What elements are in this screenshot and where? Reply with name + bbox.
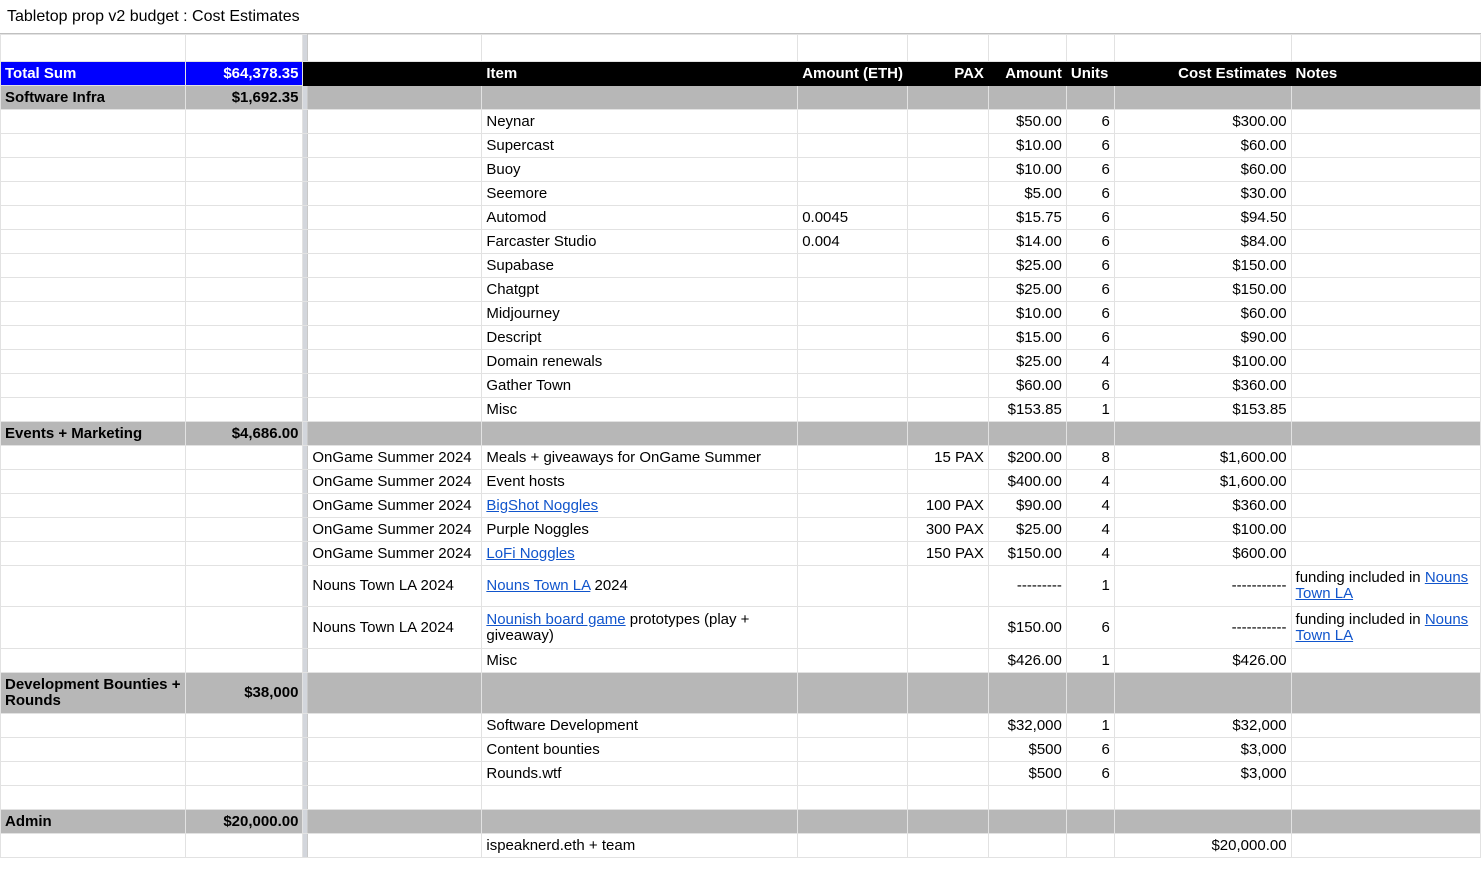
units-cell[interactable]: 6 (1066, 762, 1114, 786)
event-cell[interactable] (308, 350, 482, 374)
notes-cell[interactable] (1291, 206, 1480, 230)
amount-eth-cell[interactable] (798, 542, 908, 566)
amount-eth-cell[interactable] (798, 566, 908, 607)
item-cell[interactable]: Rounds.wtf (482, 762, 798, 786)
amount-cell[interactable]: $10.00 (988, 302, 1066, 326)
note-link[interactable]: Nouns Town LA (1295, 569, 1469, 602)
header-amount[interactable]: Amount (988, 62, 1066, 86)
item-cell[interactable] (482, 542, 798, 566)
item-cell[interactable]: Software Development (482, 714, 798, 738)
total-sum-value[interactable]: $64,378.35 (185, 62, 303, 86)
event-cell[interactable] (308, 786, 482, 810)
cost-estimate-cell[interactable] (1114, 786, 1291, 810)
units-cell[interactable]: 1 (1066, 398, 1114, 422)
amount-eth-cell[interactable] (798, 278, 908, 302)
event-cell[interactable] (308, 762, 482, 786)
event-cell[interactable]: OnGame Summer 2024 (308, 518, 482, 542)
amount-cell[interactable]: $32,000 (988, 714, 1066, 738)
item-cell[interactable] (482, 786, 798, 810)
section-name[interactable]: Development Bounties + Rounds (1, 673, 186, 714)
item-cell[interactable]: Event hosts (482, 470, 798, 494)
amount-cell[interactable]: $5.00 (988, 182, 1066, 206)
header-notes[interactable]: Notes (1291, 62, 1480, 86)
table-row (1, 110, 1481, 134)
item-cell[interactable]: Automod (482, 206, 798, 230)
table-row (1, 762, 1481, 786)
notes-cell[interactable] (1291, 134, 1480, 158)
amount-cell[interactable]: --------- (988, 566, 1066, 607)
amount-cell[interactable]: $153.85 (988, 398, 1066, 422)
amount-cell[interactable]: $25.00 (988, 518, 1066, 542)
amount-cell[interactable]: $500 (988, 738, 1066, 762)
amount-eth-cell[interactable] (798, 834, 908, 858)
table-row (1, 302, 1481, 326)
table-row (1, 834, 1481, 858)
item-link[interactable]: Nounish board game (486, 610, 626, 628)
notes-cell[interactable] (1291, 762, 1480, 786)
cost-estimate-cell[interactable]: $100.00 (1114, 350, 1291, 374)
pax-cell[interactable] (908, 834, 989, 858)
cost-estimate-cell[interactable]: $20,000.00 (1114, 834, 1291, 858)
units-cell[interactable]: 6 (1066, 278, 1114, 302)
event-cell[interactable] (308, 134, 482, 158)
blank-row (1, 35, 1481, 62)
pax-cell[interactable] (908, 786, 989, 810)
item-cell[interactable]: Supabase (482, 254, 798, 278)
amount-cell[interactable] (988, 834, 1066, 858)
notes-cell[interactable] (1291, 494, 1480, 518)
amount-cell[interactable]: $50.00 (988, 110, 1066, 134)
cost-estimate-cell[interactable]: $3,000 (1114, 738, 1291, 762)
units-cell[interactable]: 6 (1066, 230, 1114, 254)
amount-eth-cell[interactable] (798, 738, 908, 762)
notes-cell[interactable] (1291, 374, 1480, 398)
pax-cell[interactable] (908, 374, 989, 398)
units-cell[interactable]: 1 (1066, 649, 1114, 673)
item-text: prototypes (play + giveaway) (486, 610, 750, 644)
table-row (1, 607, 1481, 649)
notes-cell[interactable] (1291, 518, 1480, 542)
event-cell[interactable]: Nouns Town LA 2024 (308, 607, 482, 649)
notes-cell[interactable] (1291, 278, 1480, 302)
cost-estimate-cell[interactable]: $150.00 (1114, 278, 1291, 302)
cost-estimate-cell[interactable]: $150.00 (1114, 254, 1291, 278)
amount-eth-cell[interactable] (798, 786, 908, 810)
note-text: funding included in (1295, 610, 1425, 628)
event-cell[interactable] (308, 158, 482, 182)
pax-cell[interactable] (908, 230, 989, 254)
cost-estimate-cell[interactable]: $32,000 (1114, 714, 1291, 738)
pax-cell[interactable]: 100 PAX (908, 494, 989, 518)
amount-eth-cell[interactable]: 0.0045 (798, 206, 908, 230)
item-cell[interactable]: Chatgpt (482, 278, 798, 302)
units-cell[interactable]: 4 (1066, 470, 1114, 494)
event-cell[interactable] (308, 326, 482, 350)
units-cell[interactable]: 6 (1066, 738, 1114, 762)
amount-cell[interactable]: $15.00 (988, 326, 1066, 350)
table-row (1, 158, 1481, 182)
event-cell[interactable]: OnGame Summer 2024 (308, 542, 482, 566)
amount-cell[interactable]: $25.00 (988, 278, 1066, 302)
units-cell[interactable]: 4 (1066, 542, 1114, 566)
amount-eth-cell[interactable] (798, 326, 908, 350)
event-cell[interactable] (308, 398, 482, 422)
cost-estimate-cell[interactable]: $30.00 (1114, 182, 1291, 206)
notes-cell[interactable] (1291, 470, 1480, 494)
header-pax[interactable]: PAX (908, 62, 989, 86)
amount-eth-cell[interactable] (798, 607, 908, 649)
pax-cell[interactable] (908, 326, 989, 350)
item-cell[interactable] (482, 566, 798, 607)
item-cell[interactable]: Farcaster Studio (482, 230, 798, 254)
pax-cell[interactable] (908, 738, 989, 762)
note-text: funding included in (1295, 569, 1425, 586)
units-cell[interactable]: 6 (1066, 110, 1114, 134)
amount-cell[interactable]: $200.00 (988, 446, 1066, 470)
cost-estimate-cell[interactable]: $360.00 (1114, 374, 1291, 398)
amount-eth-cell[interactable] (798, 398, 908, 422)
table-row (1, 230, 1481, 254)
amount-eth-cell[interactable] (798, 182, 908, 206)
pax-cell[interactable] (908, 470, 989, 494)
header-item[interactable]: Item (482, 62, 798, 86)
amount-eth-cell[interactable] (798, 518, 908, 542)
item-cell[interactable]: Supercast (482, 134, 798, 158)
item-cell[interactable]: Content bounties (482, 738, 798, 762)
header-amount-eth[interactable]: Amount (ETH) (798, 62, 908, 86)
section-total[interactable]: $4,686.00 (185, 422, 303, 446)
units-cell[interactable] (1066, 834, 1114, 858)
amount-cell[interactable]: $60.00 (988, 374, 1066, 398)
item-cell[interactable]: Meals + giveaways for OnGame Summer (482, 446, 798, 470)
pax-cell[interactable]: 300 PAX (908, 518, 989, 542)
amount-eth-cell[interactable] (798, 446, 908, 470)
notes-cell[interactable] (1291, 398, 1480, 422)
pax-cell[interactable] (908, 714, 989, 738)
notes-cell[interactable] (1291, 110, 1480, 134)
notes-cell[interactable] (1291, 158, 1480, 182)
amount-cell[interactable]: $25.00 (988, 254, 1066, 278)
table-row (1, 134, 1481, 158)
cost-estimate-cell[interactable]: $60.00 (1114, 158, 1291, 182)
budget-sheet (0, 34, 1481, 858)
amount-eth-cell[interactable] (798, 350, 908, 374)
units-cell[interactable]: 4 (1066, 494, 1114, 518)
event-cell[interactable] (308, 278, 482, 302)
table-row (1, 518, 1481, 542)
cost-estimate-cell[interactable]: $60.00 (1114, 134, 1291, 158)
amount-cell[interactable]: $150.00 (988, 542, 1066, 566)
item-link[interactable]: LoFi Noggles (486, 544, 575, 562)
notes-cell[interactable] (1291, 566, 1480, 607)
item-text: 2024 (590, 577, 628, 594)
total-sum-label[interactable]: Total Sum (1, 62, 186, 86)
pax-cell[interactable] (908, 278, 989, 302)
cost-estimate-cell[interactable]: $1,600.00 (1114, 470, 1291, 494)
event-cell[interactable]: OnGame Summer 2024 (308, 446, 482, 470)
units-cell[interactable] (1066, 786, 1114, 810)
amount-cell[interactable]: $500 (988, 762, 1066, 786)
item-cell[interactable]: Purple Noggles (482, 518, 798, 542)
event-cell[interactable] (308, 182, 482, 206)
table-row (1, 206, 1481, 230)
event-cell[interactable] (308, 834, 482, 858)
notes-cell[interactable] (1291, 230, 1480, 254)
table-row (1, 470, 1481, 494)
event-cell[interactable] (308, 302, 482, 326)
cost-estimate-cell[interactable]: $426.00 (1114, 649, 1291, 673)
units-cell[interactable]: 4 (1066, 518, 1114, 542)
cost-estimate-cell[interactable]: ----------- (1114, 607, 1291, 649)
event-cell[interactable]: Nouns Town LA 2024 (308, 566, 482, 607)
pax-cell[interactable] (908, 350, 989, 374)
pax-cell[interactable] (908, 206, 989, 230)
notes-cell[interactable] (1291, 254, 1480, 278)
amount-eth-cell[interactable] (798, 714, 908, 738)
cost-estimate-cell[interactable]: $100.00 (1114, 518, 1291, 542)
notes-cell[interactable] (1291, 649, 1480, 673)
amount-cell[interactable]: $15.75 (988, 206, 1066, 230)
amount-eth-cell[interactable] (798, 649, 908, 673)
amount-eth-cell[interactable] (798, 470, 908, 494)
event-cell[interactable] (308, 230, 482, 254)
table-row (1, 649, 1481, 673)
section-row-events (1, 422, 1481, 446)
event-cell[interactable] (308, 254, 482, 278)
amount-cell[interactable]: $25.00 (988, 350, 1066, 374)
section-name[interactable]: Admin (1, 810, 186, 834)
table-row (1, 738, 1481, 762)
document-title: Tabletop prop v2 budget : Cost Estimates (0, 0, 1481, 34)
cost-estimate-cell[interactable]: $84.00 (1114, 230, 1291, 254)
table-row (1, 714, 1481, 738)
notes-cell[interactable] (1291, 542, 1480, 566)
item-cell[interactable]: Buoy (482, 158, 798, 182)
units-cell[interactable]: 6 (1066, 254, 1114, 278)
cost-estimate-cell[interactable]: $600.00 (1114, 542, 1291, 566)
amount-eth-cell[interactable] (798, 134, 908, 158)
pax-cell[interactable] (908, 302, 989, 326)
amount-cell[interactable]: $90.00 (988, 494, 1066, 518)
section-name[interactable]: Events + Marketing (1, 422, 186, 446)
amount-eth-cell[interactable] (798, 110, 908, 134)
notes-cell[interactable] (1291, 834, 1480, 858)
amount-eth-cell[interactable] (798, 762, 908, 786)
notes-cell[interactable] (1291, 326, 1480, 350)
table-row (1, 542, 1481, 566)
table-row (1, 398, 1481, 422)
cost-estimate-cell[interactable]: $153.85 (1114, 398, 1291, 422)
section-row-dev (1, 673, 1481, 714)
cost-estimate-cell[interactable]: $94.50 (1114, 206, 1291, 230)
pax-cell[interactable] (908, 398, 989, 422)
units-cell[interactable]: 8 (1066, 446, 1114, 470)
event-cell[interactable] (308, 110, 482, 134)
notes-cell[interactable] (1291, 786, 1480, 810)
item-cell[interactable]: Descript (482, 326, 798, 350)
cost-estimate-cell[interactable]: $360.00 (1114, 494, 1291, 518)
amount-cell[interactable]: $10.00 (988, 134, 1066, 158)
event-cell[interactable] (308, 206, 482, 230)
amount-eth-cell[interactable] (798, 494, 908, 518)
amount-eth-cell[interactable] (798, 254, 908, 278)
event-cell[interactable] (308, 374, 482, 398)
pax-cell[interactable] (908, 182, 989, 206)
units-cell[interactable]: 1 (1066, 714, 1114, 738)
notes-cell[interactable] (1291, 714, 1480, 738)
item-cell[interactable]: Seemore (482, 182, 798, 206)
amount-cell[interactable]: $150.00 (988, 607, 1066, 649)
item-cell[interactable]: Misc (482, 649, 798, 673)
amount-cell[interactable]: $10.00 (988, 158, 1066, 182)
item-cell[interactable]: Domain renewals (482, 350, 798, 374)
pax-cell[interactable] (908, 649, 989, 673)
event-cell[interactable]: OnGame Summer 2024 (308, 494, 482, 518)
pax-cell[interactable]: 15 PAX (908, 446, 989, 470)
pax-cell[interactable] (908, 762, 989, 786)
units-cell[interactable]: 6 (1066, 374, 1114, 398)
table-row (1, 326, 1481, 350)
notes-cell[interactable] (1291, 302, 1480, 326)
section-total[interactable]: $1,692.35 (185, 86, 303, 110)
item-cell[interactable]: Neynar (482, 110, 798, 134)
units-cell[interactable]: 6 (1066, 182, 1114, 206)
item-cell[interactable]: ispeaknerd.eth + team (482, 834, 798, 858)
table-row (1, 254, 1481, 278)
pax-cell[interactable]: 150 PAX (908, 542, 989, 566)
cost-estimate-cell[interactable]: $300.00 (1114, 110, 1291, 134)
units-cell[interactable]: 6 (1066, 302, 1114, 326)
table-row (1, 278, 1481, 302)
item-link[interactable]: Nouns Town LA (486, 577, 591, 594)
item-cell[interactable] (482, 494, 798, 518)
pax-cell[interactable] (908, 254, 989, 278)
cost-estimate-cell[interactable]: $3,000 (1114, 762, 1291, 786)
pax-cell[interactable] (908, 110, 989, 134)
notes-cell[interactable] (1291, 446, 1480, 470)
amount-eth-cell[interactable] (798, 302, 908, 326)
notes-cell[interactable] (1291, 182, 1480, 206)
item-cell[interactable]: Midjourney (482, 302, 798, 326)
pax-cell[interactable] (908, 607, 989, 649)
units-cell[interactable]: 1 (1066, 566, 1114, 607)
item-cell[interactable]: Misc (482, 398, 798, 422)
cost-estimate-cell[interactable]: $1,600.00 (1114, 446, 1291, 470)
amount-cell[interactable] (988, 786, 1066, 810)
table-row (1, 374, 1481, 398)
header-cost-estimates[interactable]: Cost Estimates (1114, 62, 1291, 86)
table-row (1, 786, 1481, 810)
event-cell[interactable] (308, 649, 482, 673)
event-cell[interactable] (308, 738, 482, 762)
notes-cell[interactable] (1291, 607, 1480, 649)
header-row (1, 62, 1481, 86)
pax-cell[interactable] (908, 134, 989, 158)
notes-cell[interactable] (1291, 350, 1480, 374)
item-cell[interactable]: Gather Town (482, 374, 798, 398)
amount-cell[interactable]: $400.00 (988, 470, 1066, 494)
table-row (1, 446, 1481, 470)
section-total[interactable]: $38,000 (185, 673, 303, 714)
table-row (1, 494, 1481, 518)
pax-cell[interactable] (908, 566, 989, 607)
header-units[interactable]: Units (1066, 62, 1114, 86)
note-link[interactable]: Nouns Town LA (1295, 610, 1469, 644)
table-row (1, 566, 1481, 607)
amount-cell[interactable]: $426.00 (988, 649, 1066, 673)
table-row (1, 350, 1481, 374)
section-row-software (1, 86, 1481, 110)
cost-estimate-cell[interactable]: $60.00 (1114, 302, 1291, 326)
pax-cell[interactable] (908, 158, 989, 182)
amount-eth-cell[interactable]: 0.004 (798, 230, 908, 254)
item-link[interactable]: BigShot Noggles (486, 496, 599, 514)
item-cell[interactable] (482, 607, 798, 649)
amount-eth-cell[interactable] (798, 158, 908, 182)
units-cell[interactable]: 6 (1066, 158, 1114, 182)
event-cell[interactable] (308, 714, 482, 738)
table-row (1, 182, 1481, 206)
event-cell[interactable]: OnGame Summer 2024 (308, 470, 482, 494)
amount-eth-cell[interactable] (798, 374, 908, 398)
units-cell[interactable]: 6 (1066, 607, 1114, 649)
cost-estimate-cell[interactable]: $90.00 (1114, 326, 1291, 350)
units-cell[interactable]: 6 (1066, 206, 1114, 230)
units-cell[interactable]: 4 (1066, 350, 1114, 374)
amount-cell[interactable]: $14.00 (988, 230, 1066, 254)
section-row-admin (1, 810, 1481, 834)
section-total[interactable]: $20,000.00 (185, 810, 303, 834)
cost-estimate-cell[interactable]: ----------- (1114, 566, 1291, 607)
units-cell[interactable]: 6 (1066, 326, 1114, 350)
notes-cell[interactable] (1291, 738, 1480, 762)
section-name[interactable]: Software Infra (1, 86, 186, 110)
units-cell[interactable]: 6 (1066, 134, 1114, 158)
